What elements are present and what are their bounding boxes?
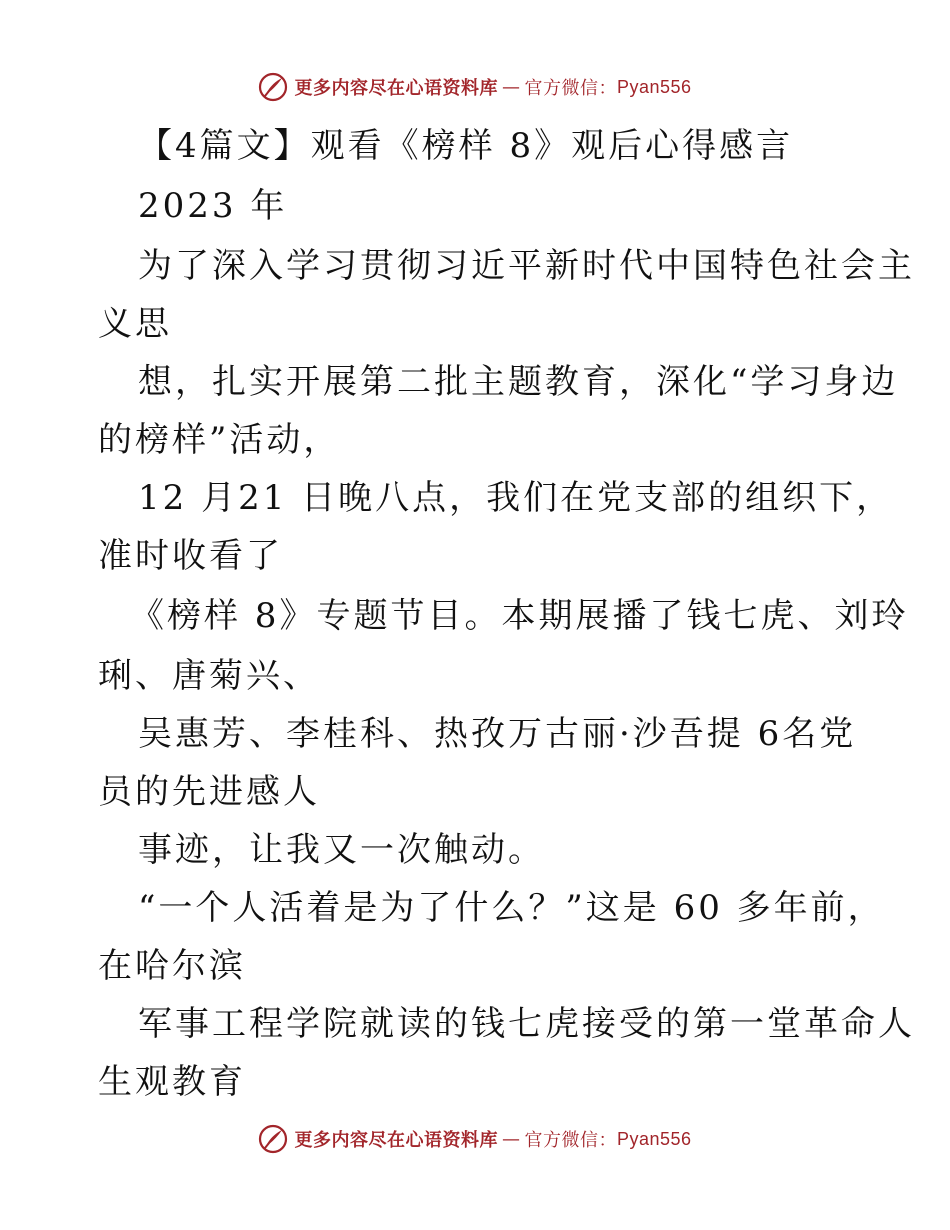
watermark-main-text: 更多内容尽在心语资料库 xyxy=(294,1130,498,1151)
watermark-wechat-id: Pyan556 xyxy=(616,76,692,97)
text-line: 吴惠芳、李桂科、热孜万古丽·沙吾提 6名党 xyxy=(138,714,857,754)
text-line: 《榜样 8》专题节目。本期展播了钱七虎、刘玲 xyxy=(130,596,909,636)
text-line: 的榜样”活动， xyxy=(98,420,341,460)
text-line: “一个人活着是为了什么？”这是 60 多年前， xyxy=(138,888,885,928)
text-line: 准时收看了 xyxy=(98,536,283,576)
text-line: 员的先进感人 xyxy=(98,772,320,812)
document-title: 【4篇文】观看《榜样 8》观后心得感言 xyxy=(138,126,794,166)
text-line: 想，扎实开展第二批主题教育，深化“学习身边 xyxy=(138,362,899,402)
footer-watermark xyxy=(0,1124,950,1154)
watermark-main-text: 更多内容尽在心语资料库 xyxy=(294,78,498,99)
text-line: 军事工程学院就读的钱七虎接受的第一堂革命人 xyxy=(138,1004,915,1044)
text-line: 在哈尔滨 xyxy=(98,946,246,986)
header-watermark xyxy=(0,72,950,102)
text-line: 事迹，让我又一次触动。 xyxy=(138,830,545,870)
text-line: 生观教育 xyxy=(98,1062,246,1102)
text-line: 为了深入学习贯彻习近平新时代中国特色社会主 xyxy=(138,246,915,286)
watermark-dash: — xyxy=(501,76,521,98)
text-line: 琍、唐菊兴、 xyxy=(98,656,320,696)
text-line: 12 月21 日晚八点，我们在党支部的组织下， xyxy=(138,478,894,518)
text-line: 义思 xyxy=(98,304,172,344)
quill-logo-icon xyxy=(258,72,288,102)
watermark-wechat-id: Pyan556 xyxy=(616,1128,692,1149)
watermark-suffix: 官方微信： xyxy=(524,78,617,99)
document-year: 2023 年 xyxy=(138,186,288,226)
quill-logo-icon xyxy=(258,1124,288,1154)
watermark-dash: — xyxy=(501,1128,521,1150)
watermark-suffix: 官方微信： xyxy=(524,1130,617,1151)
